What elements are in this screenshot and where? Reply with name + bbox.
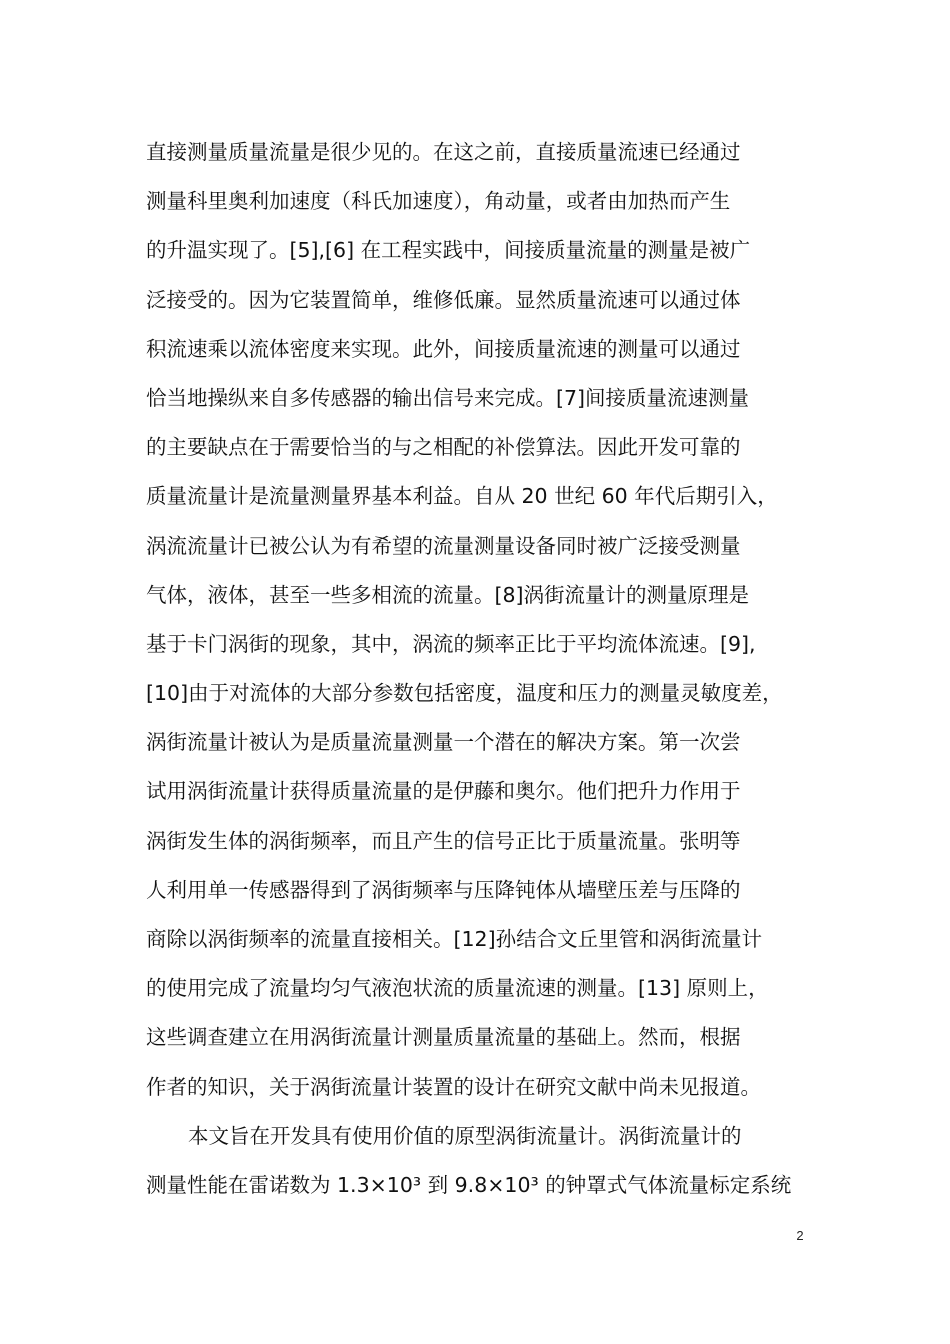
text-line: 试用涡街流量计获得质量流量的是伊藤和奥尔。他们把升力作用于 — [146, 779, 741, 804]
text-line: 涡街流量计被认为是质量流量测量一个潜在的解决方案。第一次尝 — [146, 730, 741, 755]
text-line: 气体，液体，甚至一些多相流的流量。[8]涡街流量计的测量原理是 — [146, 582, 750, 607]
text-line: 商除以涡街频率的流量直接相关。[12]孙结合文丘里管和涡街流量计 — [146, 927, 763, 951]
text-line: 质量流量计是流量测量界基本利益。自从 20 世纪 60 年代后期引入， — [146, 484, 778, 509]
text-line: 恰当地操纵来自多传感器的输出信号来完成。[7]间接质量流速测量 — [146, 385, 750, 410]
text-line: 涡街发生体的涡街频率，而且产生的信号正比于质量流量。张明等 — [146, 828, 741, 853]
text-line: 的主要缺点在于需要恰当的与之相配的补偿算法。因此开发可靠的 — [146, 435, 741, 460]
text-line: 这些调查建立在用涡街流量计测量质量流量的基础上。然而，根据 — [146, 1025, 741, 1050]
body-text — [146, 128, 806, 1210]
text-line: 人利用单一传感器得到了涡街频率与压降钝体从墙壁压差与压降的 — [146, 877, 741, 902]
text-line: 涡流流量计已被公认为有希望的流量测量设备同时被广泛接受测量 — [146, 533, 741, 558]
text-line: 积流速乘以流体密度来实现。此外，间接质量流速的测量可以通过 — [146, 336, 741, 361]
text-line: 测量科里奥利加速度（科氏加速度），角动量，或者由加热而产生 — [146, 189, 731, 214]
text-line: 泛接受的。因为它装置简单，维修低廉。显然质量流速可以通过体 — [146, 287, 741, 312]
text-line: 测量性能在雷诺数为 1.3×10³ 到 9.8×10³ 的钟罩式气体流量标定系统 — [146, 1172, 792, 1197]
text-line: 的升温实现了。[5],[6] 在工程实践中，间接质量流量的测量是被广 — [146, 238, 751, 263]
text-line: 直接测量质量流量是很少见的。在这之前，直接质量流速已经通过 — [146, 140, 741, 164]
text-line: 的使用完成了流量均匀气液泡状流的质量流速的测量。[13] 原则上， — [146, 976, 769, 1001]
text-line: 基于卡门涡街的现象，其中，涡流的频率正比于平均流体流速。[9], — [146, 631, 756, 656]
paragraph-first-line: 本文旨在开发具有使用价值的原型涡街流量计。涡街流量计的 — [188, 1123, 742, 1148]
text-line: 作者的知识，关于涡街流量计装置的设计在研究文献中尚未见报道。 — [146, 1074, 761, 1099]
text-line: [10]由于对流体的大部分参数包括密度，温度和压力的测量灵敏度差， — [146, 681, 783, 706]
page-number: 2 — [796, 1228, 804, 1243]
